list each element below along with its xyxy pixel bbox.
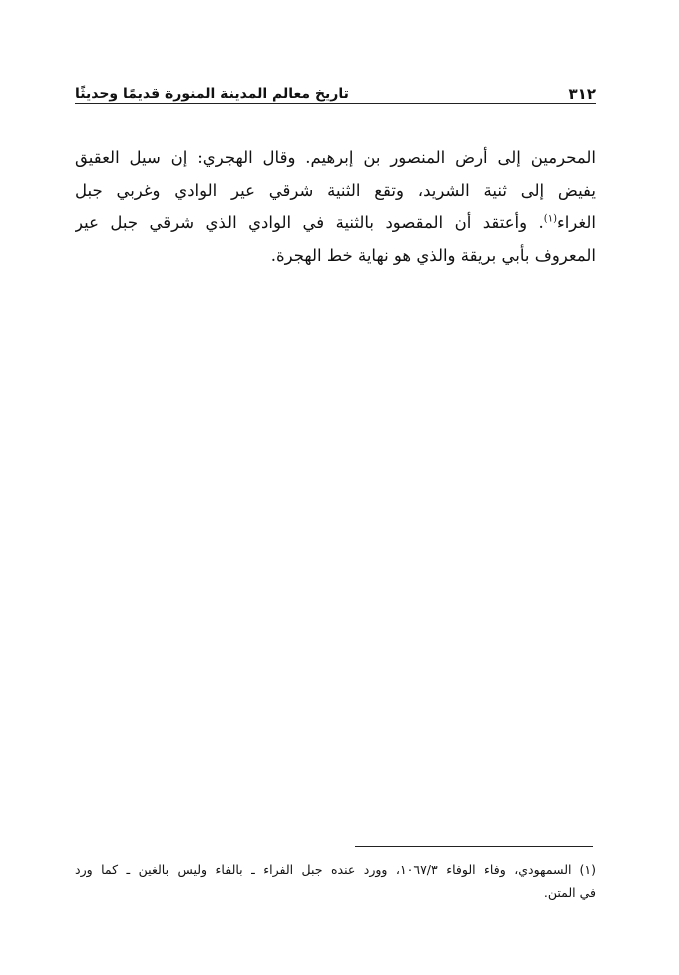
footnote-marker: (١): [579, 862, 596, 877]
footnote-line: [75, 858, 596, 881]
page-header: [75, 78, 596, 104]
body-line: يفيض إلى ثنية الشريد، وتقع الثنية شرقي عير الوادي وغربي جبل: [75, 180, 596, 200]
header-divider: [75, 103, 596, 104]
body-line: المعروف بأبي بريقة والذي هو نهاية خط الهجرة.: [270, 245, 596, 265]
body-line: المحرمين إلى أرض المنصور بن إبرهيم. وقال الهجري: إن سيل العقيق: [75, 148, 596, 167]
footnote-divider: [355, 846, 593, 847]
footnote-line: في المتن.: [543, 885, 596, 900]
body-line-with-footnote: [75, 207, 596, 240]
footnote-text: السمهودي، وفاء الوفاء ١٠٦٧/٣، وورد عنده جبل الفراء ـ بالفاء وليس بالغين ـ كما ورد: [75, 862, 572, 877]
footnote-reference[interactable]: (١): [543, 213, 557, 225]
body-paragraph: [75, 142, 596, 272]
body-line-rest: . وأعتقد أن المقصود بالثنية في الوادي الذي شرقي جبل عير: [75, 213, 544, 232]
footnotes: [75, 858, 596, 904]
page-number: ٣١٢: [568, 85, 596, 103]
running-title: تاريخ معالم المدينة المنورة قديمًا وحديثًا: [75, 86, 349, 102]
footnote: [75, 858, 596, 904]
body-line-start: الغراء: [556, 213, 596, 232]
